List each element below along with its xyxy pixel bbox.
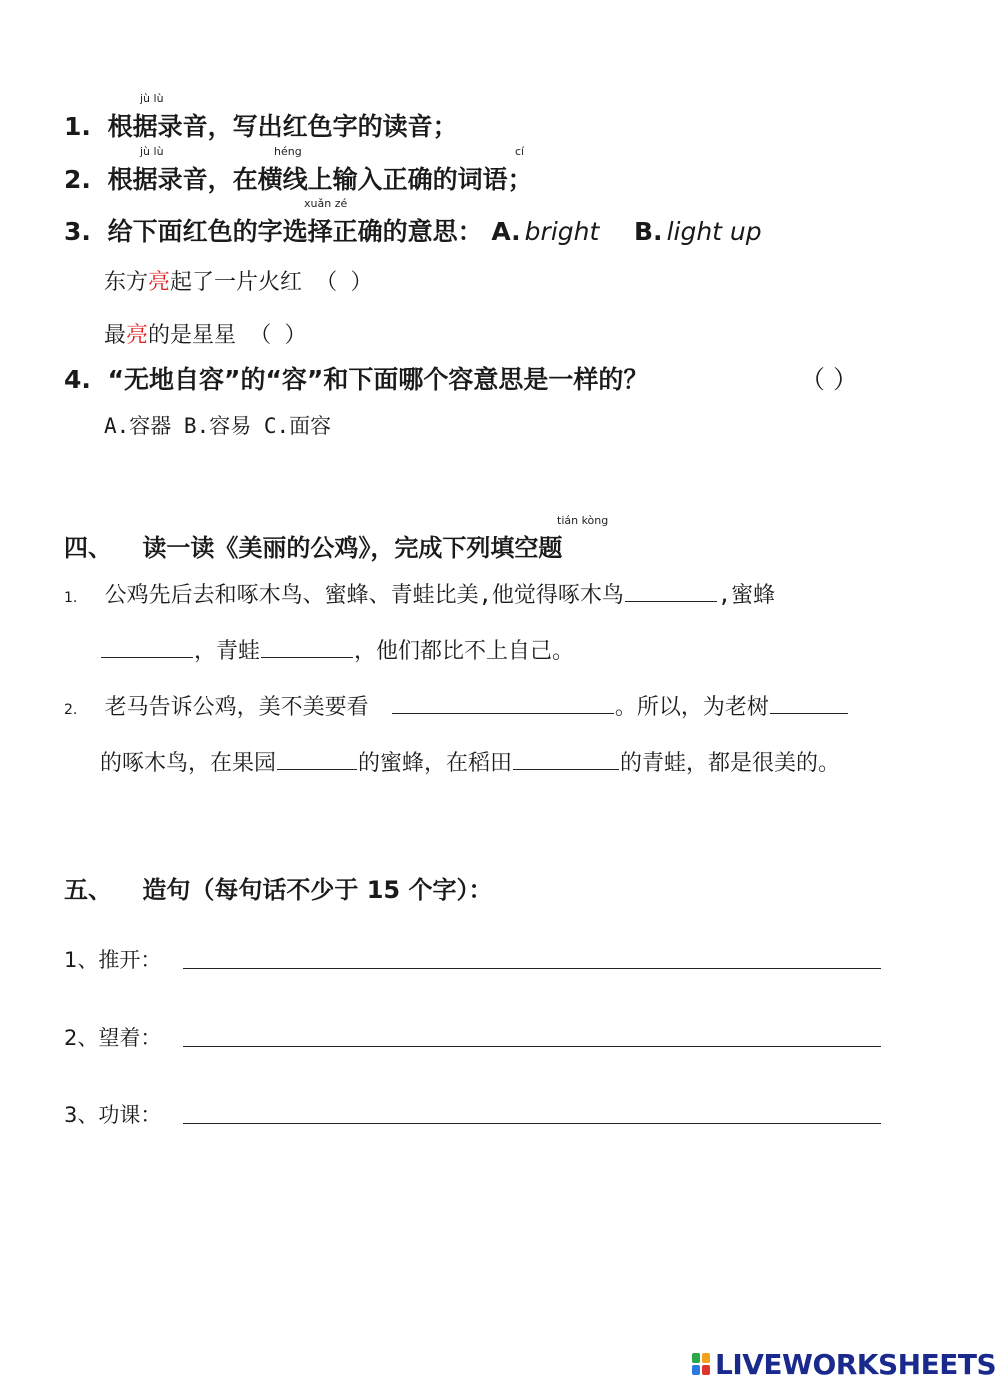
s4-item-2-line-1 (64, 690, 849, 721)
question-4-answer-paren[interactable]: （ ） (800, 365, 858, 394)
blank-what-to-look[interactable] (392, 711, 614, 714)
s4-item-1-text-b: ,蜜蜂 (717, 583, 776, 608)
s4-item-1-number: 1. (64, 590, 78, 606)
sentence-item-gongke: 3、功课： (64, 1103, 162, 1127)
question-3 (64, 212, 762, 248)
section-4-number: 四、 (64, 534, 112, 562)
s4-item-2-text-a: 老马告诉公鸡，美不美要看 (104, 695, 369, 720)
question-3-text: 给下面红色的字选择正确的意思： (107, 217, 483, 246)
question-1-text: 根据录音，写出红色字的读音； (107, 112, 458, 141)
pinyin-heng: héng (274, 145, 302, 158)
question-2-text: 根据录音，在横线上输入正确的词语； (107, 165, 533, 194)
section-4-heading (64, 528, 562, 563)
sentence-2-post[interactable]: 的是星星 （ ） (148, 323, 307, 348)
question-1 (64, 107, 458, 143)
question-2 (64, 160, 533, 196)
section-5-heading (64, 870, 492, 905)
sentence-2-pre: 最 (104, 323, 127, 348)
pinyin-tian-kong: tián kòng (557, 514, 609, 527)
option-a-label: A. (491, 217, 521, 246)
logo-icon (692, 1353, 712, 1377)
s4-item-1-line-1 (64, 578, 775, 609)
s4-item-1-text-d: ，他们都比不上自己。 (354, 639, 575, 664)
sentence-item-tuikai: 1、推开： (64, 948, 162, 972)
pinyin-ju-lu-2: jù lù (140, 145, 164, 158)
section-5-number: 五、 (64, 876, 112, 904)
question-1-number: 1. (64, 112, 91, 141)
question-4-number: 4. (64, 365, 91, 394)
s4-item-1-line-2 (100, 634, 574, 665)
blank-rice-field[interactable] (513, 767, 619, 770)
sentence-2 (104, 318, 307, 349)
blank-bee[interactable] (101, 655, 193, 658)
question-2-number: 2. (64, 165, 91, 194)
sentence-line-2[interactable] (183, 1046, 881, 1047)
option-b-label: B. (634, 217, 663, 246)
option-b-light-up: light up (666, 217, 762, 246)
logo-text: LIVEWORKSHEETS (715, 1348, 997, 1381)
sentence-2-red-char: 亮 (126, 323, 149, 348)
s4-item-2-line-2 (100, 746, 840, 777)
pinyin-ci: cí (515, 145, 525, 158)
s4-item-2-number: 2. (64, 702, 78, 718)
sentence-item-wangzhe: 2、望着： (64, 1026, 162, 1050)
sentence-1-red-char: 亮 (148, 270, 171, 295)
blank-frog[interactable] (261, 655, 353, 658)
question-4-options: A.容器 B.容易 C.面容 (104, 414, 332, 438)
pinyin-ju-lu-1: jù lù (140, 92, 164, 105)
s4-item-1-text-c: ，青蛙 (194, 639, 261, 664)
question-3-number: 3. (64, 217, 91, 246)
sentence-1 (104, 265, 373, 296)
liveworksheets-logo (692, 1348, 996, 1381)
sentence-1-post[interactable]: 起了一片火红 （ ） (170, 270, 373, 295)
s4-item-1-text-a: 公鸡先后去和啄木鸟、蜜蜂、青蛙比美,他觉得啄木鸟 (104, 583, 624, 608)
s4-item-2-text-b: 。所以，为老树 (614, 695, 769, 720)
question-4-text: “无地自容”的“容”和下面哪个容意思是一样的？ (107, 365, 649, 394)
blank-woodpecker[interactable] (625, 599, 717, 602)
pinyin-xuan-ze: xuǎn zé (304, 197, 348, 210)
s4-item-2-text-d: 的蜜蜂，在稻田 (358, 751, 513, 776)
sentence-line-1[interactable] (183, 968, 881, 969)
question-4 (64, 360, 648, 396)
s4-item-2-text-e: 的青蛙，都是很美的。 (620, 751, 841, 776)
section-4-title: 读一读《美丽的公鸡》，完成下列填空题 (142, 534, 563, 562)
sentence-line-3[interactable] (183, 1123, 881, 1124)
option-a-bright: bright (524, 217, 600, 246)
s4-item-2-text-c: 的啄木鸟，在果园 (100, 751, 277, 776)
sentence-1-pre: 东方 (104, 270, 149, 295)
blank-orchard[interactable] (277, 767, 357, 770)
blank-old-tree[interactable] (770, 711, 848, 714)
section-5-title: 造句（每句话不少于 15 个字）： (142, 876, 493, 904)
